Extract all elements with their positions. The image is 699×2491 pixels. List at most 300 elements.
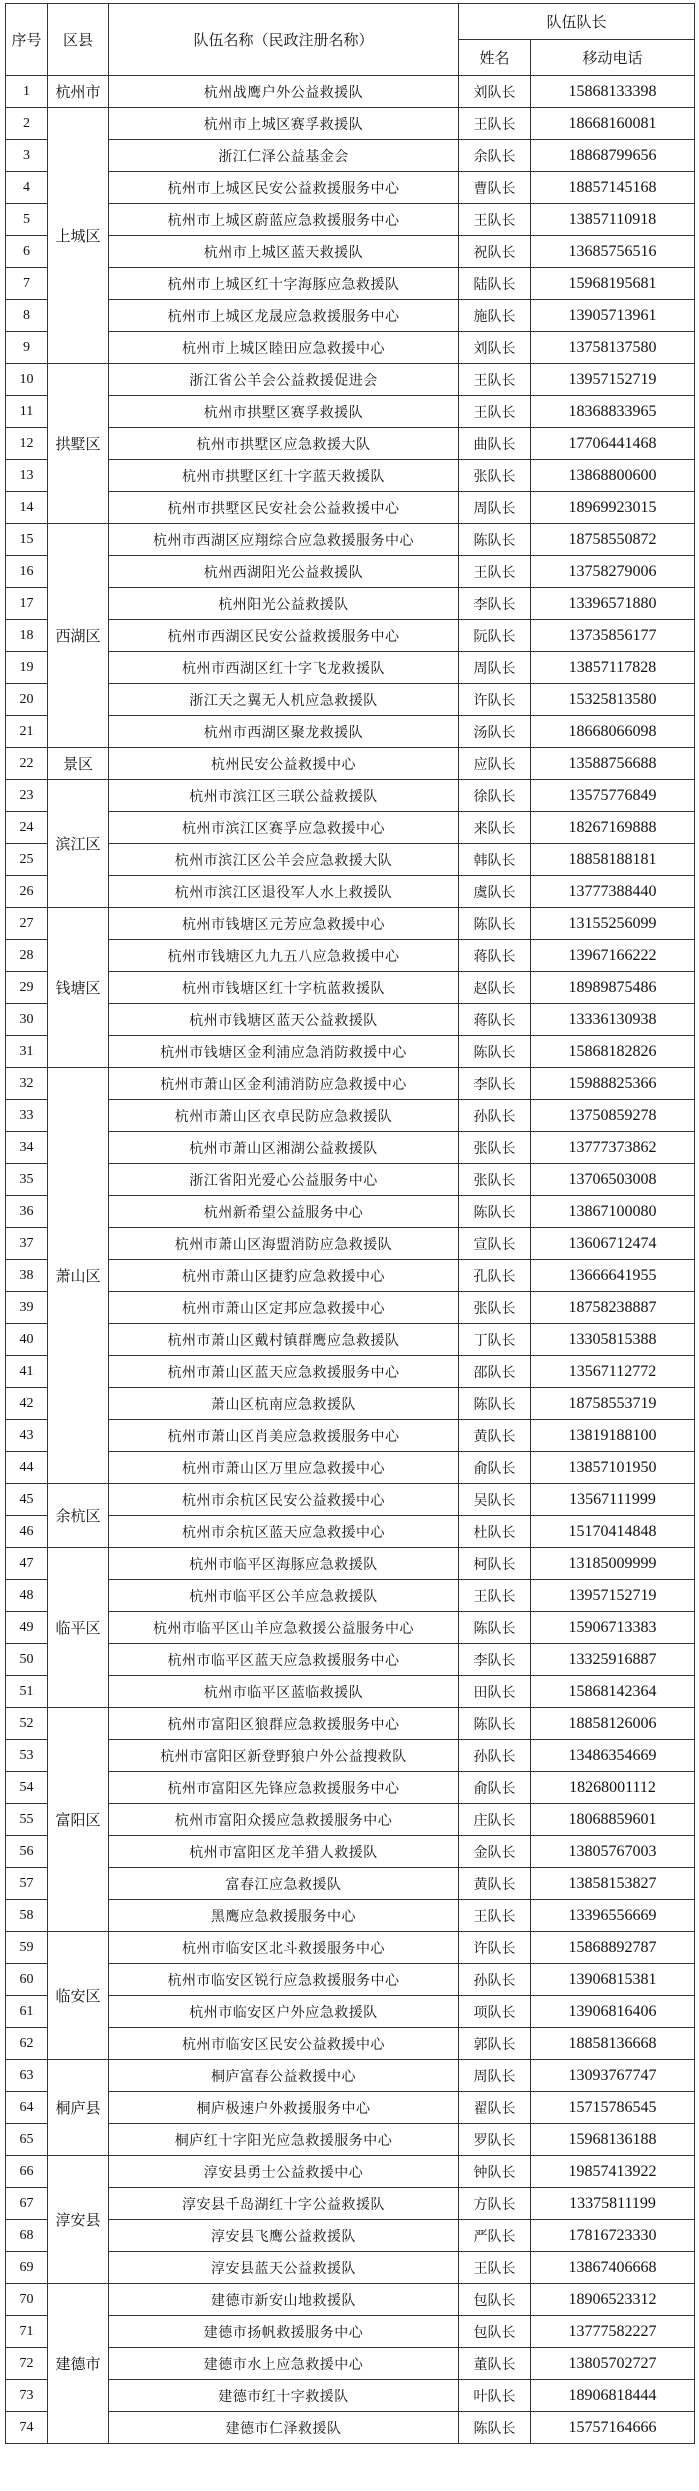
table-row [6, 1996, 695, 2028]
leader-name: 翟队长 [459, 2092, 531, 2124]
team-name: 杭州市临安区北斗救援服务中心 [109, 1932, 459, 1964]
leader-name: 陈队长 [459, 2412, 531, 2444]
leader-name: 孙队长 [459, 1100, 531, 1132]
leader-phone: 13805702727 [531, 2348, 695, 2380]
leader-name: 李队长 [459, 588, 531, 620]
team-name: 桐庐极速户外救援服务中心 [109, 2092, 459, 2124]
table-row [6, 76, 695, 108]
table-row [6, 876, 695, 908]
team-name: 杭州市拱墅区红十字蓝天救援队 [109, 460, 459, 492]
leader-name: 俞队长 [459, 1772, 531, 1804]
table-row [6, 1804, 695, 1836]
leader-name: 汤队长 [459, 716, 531, 748]
leader-phone: 15868133398 [531, 76, 695, 108]
header-leader-phone: 移动电话 [531, 40, 695, 76]
team-name: 杭州市西湖区应翔综合应急救援服务中心 [109, 524, 459, 556]
leader-phone: 18268001112 [531, 1772, 695, 1804]
district-cell: 滨江区 [48, 780, 109, 908]
team-name: 杭州市临平区公羊应急救援队 [109, 1580, 459, 1612]
leader-name: 陈队长 [459, 1036, 531, 1068]
row-number: 11 [6, 396, 48, 428]
table-row [6, 1452, 695, 1484]
leader-name: 郭队长 [459, 2028, 531, 2060]
team-name: 杭州市萧山区万里应急救援中心 [109, 1452, 459, 1484]
table-row [6, 2124, 695, 2156]
team-name: 建德市仁泽救援队 [109, 2412, 459, 2444]
leader-phone: 18906523312 [531, 2284, 695, 2316]
team-name: 杭州市萧山区肖美应急救援服务中心 [109, 1420, 459, 1452]
leader-phone: 18858136668 [531, 2028, 695, 2060]
table-row [6, 1420, 695, 1452]
leader-phone: 13567111999 [531, 1484, 695, 1516]
table-row [6, 1836, 695, 1868]
team-name: 杭州市滨江区赛孚应急救援中心 [109, 812, 459, 844]
leader-name: 虞队长 [459, 876, 531, 908]
row-number: 24 [6, 812, 48, 844]
team-name: 杭州市上城区睦田应急救援中心 [109, 332, 459, 364]
leader-phone: 18868799656 [531, 140, 695, 172]
leader-phone: 15988825366 [531, 1068, 695, 1100]
table-row [6, 1516, 695, 1548]
leader-name: 张队长 [459, 1292, 531, 1324]
leader-phone: 13857110918 [531, 204, 695, 236]
team-name: 浙江仁泽公益基金会 [109, 140, 459, 172]
row-number: 12 [6, 428, 48, 460]
header-team-name: 队伍名称（民政注册名称） [109, 4, 459, 76]
leader-phone: 13685756516 [531, 236, 695, 268]
team-name: 淳安县千岛湖红十字公益救援队 [109, 2188, 459, 2220]
table-row [6, 908, 695, 940]
row-number: 44 [6, 1452, 48, 1484]
team-name: 桐庐红十字阳光应急救援服务中心 [109, 2124, 459, 2156]
team-name: 杭州新希望公益服务中心 [109, 1196, 459, 1228]
team-name: 杭州民安公益救援中心 [109, 748, 459, 780]
team-name: 杭州市萧山区衣卓民防应急救援队 [109, 1100, 459, 1132]
leader-name: 董队长 [459, 2348, 531, 2380]
team-name: 杭州市钱塘区九九五八应急救援中心 [109, 940, 459, 972]
leader-name: 陈队长 [459, 1196, 531, 1228]
team-name: 杭州市萧山区海盟消防应急救援队 [109, 1228, 459, 1260]
team-name: 淳安县勇士公益救援中心 [109, 2156, 459, 2188]
leader-phone: 13867100080 [531, 1196, 695, 1228]
row-number: 15 [6, 524, 48, 556]
table-row [6, 748, 695, 780]
table-row [6, 1932, 695, 1964]
table-row [6, 556, 695, 588]
leader-phone: 13735856177 [531, 620, 695, 652]
leader-name: 杜队长 [459, 1516, 531, 1548]
leader-name: 张队长 [459, 1132, 531, 1164]
row-number: 54 [6, 1772, 48, 1804]
table-row [6, 1132, 695, 1164]
team-name: 杭州市富阳众援应急救援服务中心 [109, 1804, 459, 1836]
leader-name: 周队长 [459, 492, 531, 524]
row-number: 30 [6, 1004, 48, 1036]
table-row [6, 2252, 695, 2284]
rescue-team-table [5, 3, 695, 2444]
row-number: 38 [6, 1260, 48, 1292]
row-number: 71 [6, 2316, 48, 2348]
leader-name: 曲队长 [459, 428, 531, 460]
row-number: 8 [6, 300, 48, 332]
leader-phone: 13777582227 [531, 2316, 695, 2348]
leader-phone: 13185009999 [531, 1548, 695, 1580]
table-row [6, 2156, 695, 2188]
leader-phone: 19857413922 [531, 2156, 695, 2188]
row-number: 22 [6, 748, 48, 780]
table-row [6, 300, 695, 332]
table-row [6, 1324, 695, 1356]
row-number: 64 [6, 2092, 48, 2124]
leader-phone: 13396571880 [531, 588, 695, 620]
team-name: 桐庐富春公益救援中心 [109, 2060, 459, 2092]
district-cell: 西湖区 [48, 524, 109, 748]
district-cell: 余杭区 [48, 1484, 109, 1548]
table-row [6, 268, 695, 300]
leader-name: 俞队长 [459, 1452, 531, 1484]
row-number: 39 [6, 1292, 48, 1324]
leader-name: 周队长 [459, 2060, 531, 2092]
team-name: 杭州市临平区蓝天应急救援服务中心 [109, 1644, 459, 1676]
table-row [6, 2188, 695, 2220]
team-name: 杭州市西湖区民安公益救援服务中心 [109, 620, 459, 652]
row-number: 42 [6, 1388, 48, 1420]
leader-name: 陈队长 [459, 908, 531, 940]
table-row [6, 1292, 695, 1324]
leader-name: 黄队长 [459, 1868, 531, 1900]
team-name: 杭州市滨江区退役军人水上救援队 [109, 876, 459, 908]
leader-phone: 13375811199 [531, 2188, 695, 2220]
district-cell: 富阳区 [48, 1708, 109, 1932]
table-body [6, 76, 695, 2444]
table-row [6, 2348, 695, 2380]
row-number: 49 [6, 1612, 48, 1644]
team-name: 浙江省公羊会公益救援促进会 [109, 364, 459, 396]
row-number: 45 [6, 1484, 48, 1516]
header-district: 区县 [48, 4, 109, 76]
table-row [6, 2060, 695, 2092]
leader-phone: 13567112772 [531, 1356, 695, 1388]
row-number: 3 [6, 140, 48, 172]
row-number: 43 [6, 1420, 48, 1452]
row-number: 36 [6, 1196, 48, 1228]
leader-phone: 17816723330 [531, 2220, 695, 2252]
row-number: 51 [6, 1676, 48, 1708]
leader-phone: 18858188181 [531, 844, 695, 876]
table-row [6, 844, 695, 876]
table-row [6, 1004, 695, 1036]
leader-phone: 15170414848 [531, 1516, 695, 1548]
leader-name: 陆队长 [459, 268, 531, 300]
row-number: 52 [6, 1708, 48, 1740]
leader-phone: 15325813580 [531, 684, 695, 716]
row-number: 34 [6, 1132, 48, 1164]
team-name: 杭州市临平区山羊应急救援公益服务中心 [109, 1612, 459, 1644]
leader-phone: 18906818444 [531, 2380, 695, 2412]
leader-phone: 13777388440 [531, 876, 695, 908]
team-name: 浙江天之翼无人机应急救援队 [109, 684, 459, 716]
row-number: 14 [6, 492, 48, 524]
leader-name: 黄队长 [459, 1420, 531, 1452]
team-name: 杭州市拱墅区赛孚救援队 [109, 396, 459, 428]
row-number: 1 [6, 76, 48, 108]
leader-name: 应队长 [459, 748, 531, 780]
row-number: 7 [6, 268, 48, 300]
team-name: 建德市水上应急救援中心 [109, 2348, 459, 2380]
table-row [6, 1164, 695, 1196]
table-row [6, 2380, 695, 2412]
district-cell: 桐庐县 [48, 2060, 109, 2156]
leader-name: 金队长 [459, 1836, 531, 1868]
team-name: 杭州市临安区锐行应急救援服务中心 [109, 1964, 459, 1996]
row-number: 37 [6, 1228, 48, 1260]
leader-name: 曹队长 [459, 172, 531, 204]
team-name: 杭州市上城区民安公益救援服务中心 [109, 172, 459, 204]
table-row [6, 2316, 695, 2348]
table-row [6, 460, 695, 492]
row-number: 68 [6, 2220, 48, 2252]
leader-phone: 13750859278 [531, 1100, 695, 1132]
team-name: 杭州市滨江区三联公益救援队 [109, 780, 459, 812]
table-row [6, 1260, 695, 1292]
team-name: 杭州市萧山区戴村镇群鹰应急救援队 [109, 1324, 459, 1356]
team-name: 杭州市萧山区湘湖公益救援队 [109, 1132, 459, 1164]
leader-name: 王队长 [459, 556, 531, 588]
table-row [6, 1388, 695, 1420]
table-row [6, 1644, 695, 1676]
leader-name: 徐队长 [459, 780, 531, 812]
leader-phone: 15757164666 [531, 2412, 695, 2444]
district-cell: 上城区 [48, 108, 109, 364]
leader-phone: 13857101950 [531, 1452, 695, 1484]
row-number: 19 [6, 652, 48, 684]
leader-phone: 18858126006 [531, 1708, 695, 1740]
leader-phone: 18969923015 [531, 492, 695, 524]
row-number: 4 [6, 172, 48, 204]
leader-name: 来队长 [459, 812, 531, 844]
team-name: 杭州战鹰户外公益救援队 [109, 76, 459, 108]
team-name: 杭州市上城区蔚蓝应急救援服务中心 [109, 204, 459, 236]
row-number: 26 [6, 876, 48, 908]
row-number: 33 [6, 1100, 48, 1132]
team-name: 杭州市余杭区蓝天应急救援中心 [109, 1516, 459, 1548]
leader-name: 祝队长 [459, 236, 531, 268]
team-name: 杭州市钱塘区蓝天公益救援队 [109, 1004, 459, 1036]
leader-name: 叶队长 [459, 2380, 531, 2412]
team-name: 杭州市临平区海豚应急救援队 [109, 1548, 459, 1580]
leader-phone: 18758238887 [531, 1292, 695, 1324]
district-cell: 钱塘区 [48, 908, 109, 1068]
leader-name: 许队长 [459, 684, 531, 716]
table-row [6, 1772, 695, 1804]
row-number: 67 [6, 2188, 48, 2220]
team-name: 富春江应急救援队 [109, 1868, 459, 1900]
table-row [6, 652, 695, 684]
district-cell: 萧山区 [48, 1068, 109, 1484]
team-name: 杭州市钱塘区元芳应急救援中心 [109, 908, 459, 940]
leader-name: 刘队长 [459, 332, 531, 364]
leader-name: 周队长 [459, 652, 531, 684]
table-row [6, 396, 695, 428]
row-number: 57 [6, 1868, 48, 1900]
leader-phone: 13336130938 [531, 1004, 695, 1036]
team-name: 黑鹰应急救援服务中心 [109, 1900, 459, 1932]
table-row [6, 2028, 695, 2060]
table-row [6, 2284, 695, 2316]
team-name: 杭州市上城区赛孚救援队 [109, 108, 459, 140]
leader-name: 庄队长 [459, 1804, 531, 1836]
leader-phone: 18857145168 [531, 172, 695, 204]
leader-name: 陈队长 [459, 1708, 531, 1740]
row-number: 6 [6, 236, 48, 268]
header-leader-name: 姓名 [459, 40, 531, 76]
leader-name: 刘队长 [459, 76, 531, 108]
team-name: 杭州市拱墅区应急救援大队 [109, 428, 459, 460]
table-row [6, 2092, 695, 2124]
row-number: 47 [6, 1548, 48, 1580]
header-leader-group: 队伍队长 [459, 4, 695, 40]
leader-name: 陈队长 [459, 1612, 531, 1644]
district-cell: 拱墅区 [48, 364, 109, 524]
leader-phone: 13805767003 [531, 1836, 695, 1868]
table-row [6, 492, 695, 524]
row-number: 73 [6, 2380, 48, 2412]
row-number: 9 [6, 332, 48, 364]
row-number: 50 [6, 1644, 48, 1676]
leader-name: 韩队长 [459, 844, 531, 876]
team-name: 杭州市富阳区龙羊猎人救援队 [109, 1836, 459, 1868]
table-row [6, 2412, 695, 2444]
leader-phone: 13868800600 [531, 460, 695, 492]
table-row [6, 812, 695, 844]
row-number: 5 [6, 204, 48, 236]
table-row [6, 172, 695, 204]
row-number: 61 [6, 1996, 48, 2028]
row-number: 32 [6, 1068, 48, 1100]
leader-phone: 13858153827 [531, 1868, 695, 1900]
team-name: 杭州市上城区龙晟应急救援服务中心 [109, 300, 459, 332]
leader-name: 蒋队长 [459, 940, 531, 972]
row-number: 58 [6, 1900, 48, 1932]
team-name: 建德市红十字救援队 [109, 2380, 459, 2412]
table-row [6, 588, 695, 620]
table-row [6, 1900, 695, 1932]
leader-phone: 18989875486 [531, 972, 695, 1004]
row-number: 46 [6, 1516, 48, 1548]
district-cell: 杭州市 [48, 76, 109, 108]
district-cell: 淳安县 [48, 2156, 109, 2284]
leader-phone: 13396556669 [531, 1900, 695, 1932]
leader-name: 王队长 [459, 108, 531, 140]
row-number: 72 [6, 2348, 48, 2380]
team-name: 杭州市拱墅区民安社会公益救援中心 [109, 492, 459, 524]
leader-name: 王队长 [459, 1580, 531, 1612]
row-number: 21 [6, 716, 48, 748]
team-name: 淳安县蓝天公益救援队 [109, 2252, 459, 2284]
leader-phone: 13155256099 [531, 908, 695, 940]
leader-phone: 18668160081 [531, 108, 695, 140]
table-row [6, 1228, 695, 1260]
row-number: 41 [6, 1356, 48, 1388]
leader-phone: 15868182826 [531, 1036, 695, 1068]
table-row [6, 1868, 695, 1900]
leader-phone: 13666641955 [531, 1260, 695, 1292]
row-number: 55 [6, 1804, 48, 1836]
leader-phone: 13905713961 [531, 300, 695, 332]
leader-name: 孔队长 [459, 1260, 531, 1292]
row-number: 40 [6, 1324, 48, 1356]
leader-name: 方队长 [459, 2188, 531, 2220]
table-row [6, 1964, 695, 1996]
table-row [6, 780, 695, 812]
leader-phone: 13906816406 [531, 1996, 695, 2028]
row-number: 62 [6, 2028, 48, 2060]
leader-name: 陈队长 [459, 524, 531, 556]
row-number: 17 [6, 588, 48, 620]
leader-name: 王队长 [459, 364, 531, 396]
leader-name: 丁队长 [459, 1324, 531, 1356]
team-name: 杭州阳光公益救援队 [109, 588, 459, 620]
team-name: 杭州市上城区蓝天救援队 [109, 236, 459, 268]
table-row [6, 204, 695, 236]
leader-name: 吴队长 [459, 1484, 531, 1516]
leader-phone: 18368833965 [531, 396, 695, 428]
leader-name: 严队长 [459, 2220, 531, 2252]
row-number: 69 [6, 2252, 48, 2284]
row-number: 13 [6, 460, 48, 492]
leader-name: 张队长 [459, 1164, 531, 1196]
table-row [6, 108, 695, 140]
leader-phone: 13857117828 [531, 652, 695, 684]
table-row [6, 364, 695, 396]
leader-phone: 13867406668 [531, 2252, 695, 2284]
row-number: 2 [6, 108, 48, 140]
table-row [6, 1708, 695, 1740]
team-name: 杭州市富阳区先锋应急救援服务中心 [109, 1772, 459, 1804]
row-number: 23 [6, 780, 48, 812]
team-name: 萧山区杭南应急救援队 [109, 1388, 459, 1420]
table-row [6, 1548, 695, 1580]
table-row [6, 1100, 695, 1132]
leader-phone: 13819188100 [531, 1420, 695, 1452]
table-row [6, 1068, 695, 1100]
row-number: 28 [6, 940, 48, 972]
district-cell: 景区 [48, 748, 109, 780]
leader-phone: 15715786545 [531, 2092, 695, 2124]
team-name: 浙江省阳光爱心公益服务中心 [109, 1164, 459, 1196]
table-row [6, 972, 695, 1004]
leader-name: 许队长 [459, 1932, 531, 1964]
table-row [6, 332, 695, 364]
leader-phone: 13906815381 [531, 1964, 695, 1996]
team-name: 杭州市萧山区捷豹应急救援中心 [109, 1260, 459, 1292]
leader-name: 邵队长 [459, 1356, 531, 1388]
table-row [6, 1580, 695, 1612]
team-name: 杭州西湖阳光公益救援队 [109, 556, 459, 588]
district-cell: 临平区 [48, 1548, 109, 1708]
leader-name: 宣队长 [459, 1228, 531, 1260]
leader-name: 李队长 [459, 1644, 531, 1676]
leader-name: 柯队长 [459, 1548, 531, 1580]
team-name: 杭州市富阳区新登野狼户外公益搜救队 [109, 1740, 459, 1772]
table-row [6, 236, 695, 268]
team-name: 杭州市萧山区蓝天应急救援服务中心 [109, 1356, 459, 1388]
leader-phone: 13606712474 [531, 1228, 695, 1260]
table-row [6, 2220, 695, 2252]
leader-phone: 13706503008 [531, 1164, 695, 1196]
row-number: 65 [6, 2124, 48, 2156]
leader-name: 王队长 [459, 204, 531, 236]
